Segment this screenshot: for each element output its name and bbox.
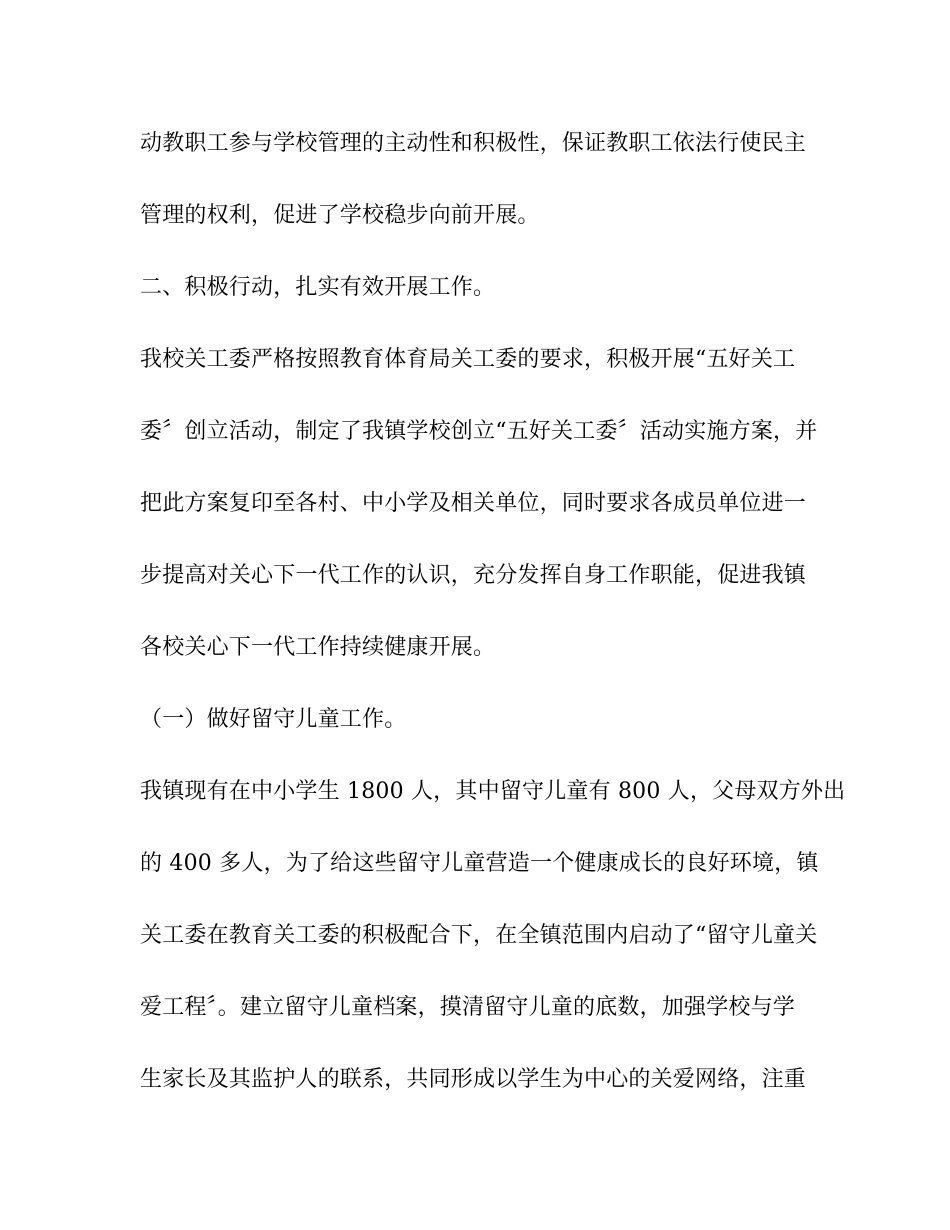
paragraph-line: 步提高对关心下一代工作的认识，充分发挥自身工作职能，促进我镇	[140, 563, 807, 588]
paragraph-line: 委〞创立活动，制定了我镇学校创立“五好关工委〞活动实施方案，并	[140, 419, 818, 444]
paragraph-line: 爱工程〞。建立留守儿童档案，摸清留守儿童的底数，加强学校与学	[140, 995, 796, 1020]
paragraph-line: 管理的权利，促进了学校稳步向前开展。	[140, 203, 540, 228]
paragraph-line: 我镇现有在中小学生 1800 人，其中留守儿童有 800 人，父母双方外出	[140, 779, 846, 804]
section-heading: 二、积极行动，扎实有效开展工作。	[140, 275, 496, 300]
paragraph-line: 各校关心下一代工作持续健康开展。	[140, 635, 496, 660]
paragraph-line: 生家长及其监护人的联系，共同形成以学生为中心的关爱网络，注重	[140, 1067, 807, 1092]
paragraph-line: 我校关工委严格按照教育体育局关工委的要求，积极开展“五好关工	[140, 347, 796, 372]
paragraph-line: 动教职工参与学校管理的主动性和积极性，保证教职工依法行使民主	[140, 131, 807, 156]
subsection-heading: （一）做好留守儿童工作。	[140, 707, 407, 732]
paragraph-line: 把此方案复印至各村、中小学及相关单位，同时要求各成员单位进一	[140, 491, 807, 516]
paragraph-line: 关工委在教育关工委的积极配合下，在全镇范围内启动了“留守儿童关	[140, 923, 818, 948]
paragraph-line: 的 400 多人，为了给这些留守儿童营造一个健康成长的良好环境，镇	[140, 851, 819, 876]
